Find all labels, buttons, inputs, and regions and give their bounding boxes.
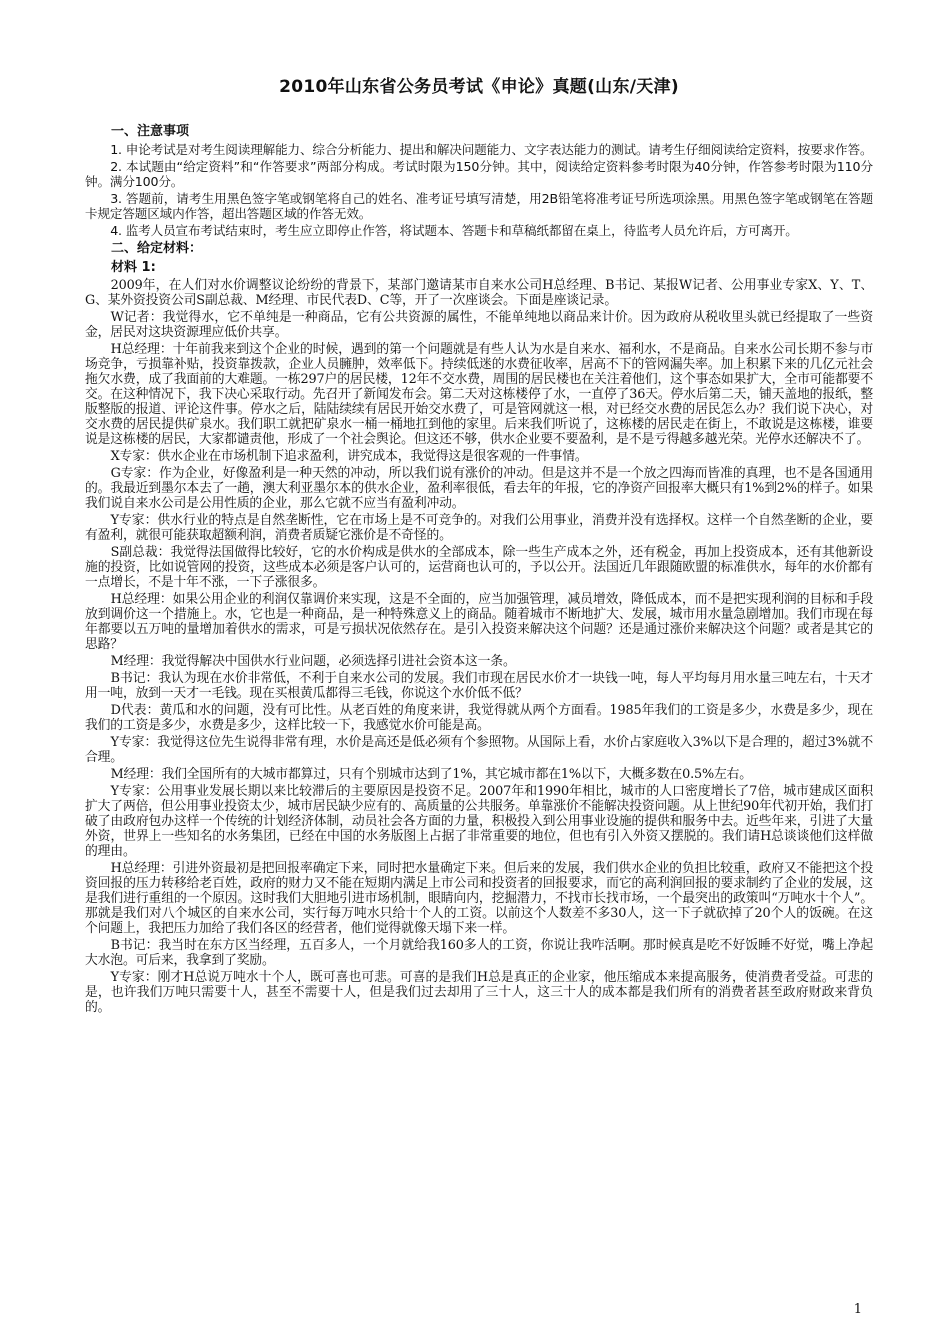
material-label: 材料 1: [111,260,156,275]
material-paragraph: X专家：供水企业在市场机制下追求盈利，讲究成本，我觉得这是很客观的一件事情。 [110,449,588,464]
material-paragraph: Y专家：供水行业的特点是自然垄断性，它在市场上是不可竞争的。对我们公用事业，消费并没有选择权。这样一个自然垄断的企业，要有盈利，就很可能获取超额利润，消费者质疑它涨价是不奇怪的。 [85,513,873,543]
material-paragraph: Y专家：刚才H总说万吨水十个人，既可喜也可悲。可喜的是我们H总是真正的企业家，他压缩成本来提高服务，使消费者受益。可悲的是，也许我们万吨只需要十人，甚至不需要十人，但是我们过去却用了三十人，这三十人的成本都是我们所有的消费者甚至政府财政来背负的。 [85,970,873,1015]
page-title: 2010年山东省公务员考试《申论》真题(山东/天津) [279,77,679,97]
materials-heading: 二、给定材料： [111,241,203,256]
page-number: 1 [853,1302,862,1317]
material-paragraph: M经理：我觉得解决中国供水行业问题，必须选择引进社会资本这一条。 [110,654,516,669]
notice-item: 4. 监考人员宣布考试结束时，考生应立即停止作答，将试题本、答题卡和草稿纸都留在桌上，待监考人员允许后，方可离开。 [110,223,798,238]
material-paragraph: G专家：作为企业，好像盈利是一种天然的冲动，所以我们说有涨价的冲动。但是这并不是一个放之四海而皆准的真理，也不是各国通用的。我最近到墨尔本去了一趟，澳大利亚墨尔本的供水企业，盈利率很低，看去年的年报，它的净资产回报率大概只有1%到2%的样子。如果我们说自来水公司是公用性质的企业，那么它就不应当有盈利冲动。 [85,466,873,511]
notice-section [85,123,873,238]
material-paragraph: W记者：我觉得水，它不单纯是一种商品，它有公共资源的属性，不能单纯地以商品来计价。因为政府从税收里头就已经提取了一些资金，居民对这块资源理应低价共享。 [85,310,873,340]
material-paragraph: 2009年，在人们对水价调整议论纷纷的背景下，某部门邀请某市自来水公司H总经理、B书记、某报W记者、公用事业专家X、Y、T、G、某外资投资公司S副总裁、M经理、市民代表D、C等，开了一次座谈会。下面是座谈记录。 [85,278,873,308]
material-paragraph: D代表：黄瓜和水的问题，没有可比性。从老百姓的角度来讲，我觉得就从两个方面看。1985年我们的工资是多少，水费是多少，现在我们的工资是多少，水费是多少，这样比较一下，我感觉水价可能是高。 [85,703,873,733]
material-paragraph: Y专家：我觉得这位先生说得非常有理，水价是高还是低必须有个参照物。从国际上看，水价占家庭收入3%以下是合理的，超过3%就不合理。 [85,735,873,765]
notice-item: 1. 申论考试是对考生阅读理解能力、综合分析能力、提出和解决问题能力、文字表达能力的测试。请考生仔细阅读给定资料，按要求作答。 [110,142,873,157]
material-paragraph: S副总裁：我觉得法国做得比较好，它的水价构成是供水的全部成本，除一些生产成本之外，还有税金，再加上投资成本，还有其他新设施的投资，比如说管网的投资，这些成本必须是客户认可的，运营商也认可的，予以公开。法国近几年跟随欧盟的标准供水，每年的水价都有一点增长，不是十年不涨，一下子涨很多。 [85,545,873,590]
document-page [85,72,873,1017]
material-paragraph: B书记：我当时在东方区当经理，五百多人，一个月就给我160多人的工资，你说让我咋活啊。那时候真是吃不好饭睡不好觉，嘴上净起大水泡。可后来，我拿到了奖励。 [85,938,873,968]
material-paragraph: Y专家：公用事业发展长期以来比较滞后的主要原因是投资不足。2007年和1990年相比，城市的人口密度增长了7倍，城市建成区面积扩大了两倍，但公用事业投资太少，城市居民缺少应有的、高质量的公共服务。单靠涨价不能解决投资问题。从上世纪90年代初开始，我们打破了由政府包办这样一个传统的计划经济体制，动员社会各方面的力量，积极投入到公用事业设施的提供和服务中去。近些年来，引进了大量外资，世界上一些知名的水务集团，已经在中国的水务版图上占据了非常重要的地位，但也有引入外资又摆脱的。我们请H总谈谈他们这样做的理由。 [85,784,873,859]
material-paragraph: H总经理：引进外资最初是把回报率确定下来，同时把水量确定下来。但后来的发展，我们供水企业的负担比较重，政府又不能把这个投资回报的压力转移给老百姓，政府的财力又不能在短期内满足上市公司和投资者的回报要求，而它的高利润回报的要求制约了企业的发展，这是我们进行重组的一个原因。这时我们大胆地引进市场机制，眼睛向内，挖掘潜力，不找市长找市场，一个最突出的政策叫“万吨水十个人”。那就是我们对八个城区的自来水公司，实行每万吨水只给十个人的工资。以前这个人数差不多30人，这一下子就砍掉了20个人的饭碗。在这个问题上，我把压力加给了我们各区的经营者，他们觉得就像天塌下来一样。 [85,861,873,936]
material-paragraph: H总经理：如果公用企业的利润仅靠调价来实现，这是不全面的，应当加强管理，减员增效，降低成本，而不是把实现利润的目标和手段放到调价这一个措施上。水，它也是一种商品，是一种特殊意义上的商品。随着城市不断地扩大、发展，城市用水量急剧增加。我们市现在每年都要以五万吨的量增加着供水的需求，可是亏损状况依然存在。是引入投资来解决这个问题？还是通过涨价来解决这个问题？或者是其它的思路？ [85,592,873,652]
notice-item: 2. 本试题由“给定资料”和“作答要求”两部分构成。考试时限为150分钟。其中，阅读给定资料参考时限为40分钟，作答参考时限为110分钟。满分100分。 [85,159,873,189]
material-paragraph: H总经理：十年前我来到这个企业的时候，遇到的第一个问题就是有些人认为水是自来水、福利水，不是商品。自来水公司长期不参与市场竞争，亏损靠补贴，投资靠拨款，企业人员臃肿，效率低下。持续低迷的水费征收率，居高不下的管网漏失率。加上积累下来的几亿元社会拖欠水费，成了我面前的大难题。一栋297户的居民楼，12年不交水费，周围的居民楼也在关注着他们，这个事态如果扩大，全市可能都要不交。在这种情况下，我下决心采取行动。先召开了新闻发布会。第二天对这栋楼停了水，一直停了36天。停水后第二天，铺天盖地的报纸，整版整版的报道、评论这件事。停水之后，陆陆续续有居民开始交水费了，可是管网就这一根，对已经交水费的居民怎么办？我们说下决心，对交水费的居民提供矿泉水。我们职工就把矿泉水一桶一桶地扛到他的家里。后来我们听说了，这栋楼的居民走在街上，不敢说是这栋楼，谁要说是这栋楼的居民，大家都谴责他，形成了一个社会舆论。但这还不够，供水企业要不要盈利，是不是亏得越多越光荣。光停水还解决不了。 [85,342,873,447]
materials-section [85,240,873,1015]
notice-heading: 一、注意事项 [111,124,190,139]
material-paragraph: B书记：我认为现在水价非常低，不利于自来水公司的发展。我们市现在居民水价才一块钱一吨，每人平均每月用水量三吨左右，十天才用一吨，放到一天才一毛钱。现在买根黄瓜都得三毛钱，你说这个水价低不低？ [85,671,873,701]
notice-item: 3. 答题前，请考生用黑色签字笔或钢笔将自己的姓名、准考证号填写清楚，用2B铅笔将准考证号所选项涂黑。用黑色签字笔或钢笔在答题卡规定答题区域内作答，超出答题区域的作答无效。 [85,191,873,221]
material-paragraph: M经理：我们全国所有的大城市都算过，只有个别城市达到了1%，其它城市都在1%以下，大概多数在0.5%左右。 [110,767,752,782]
